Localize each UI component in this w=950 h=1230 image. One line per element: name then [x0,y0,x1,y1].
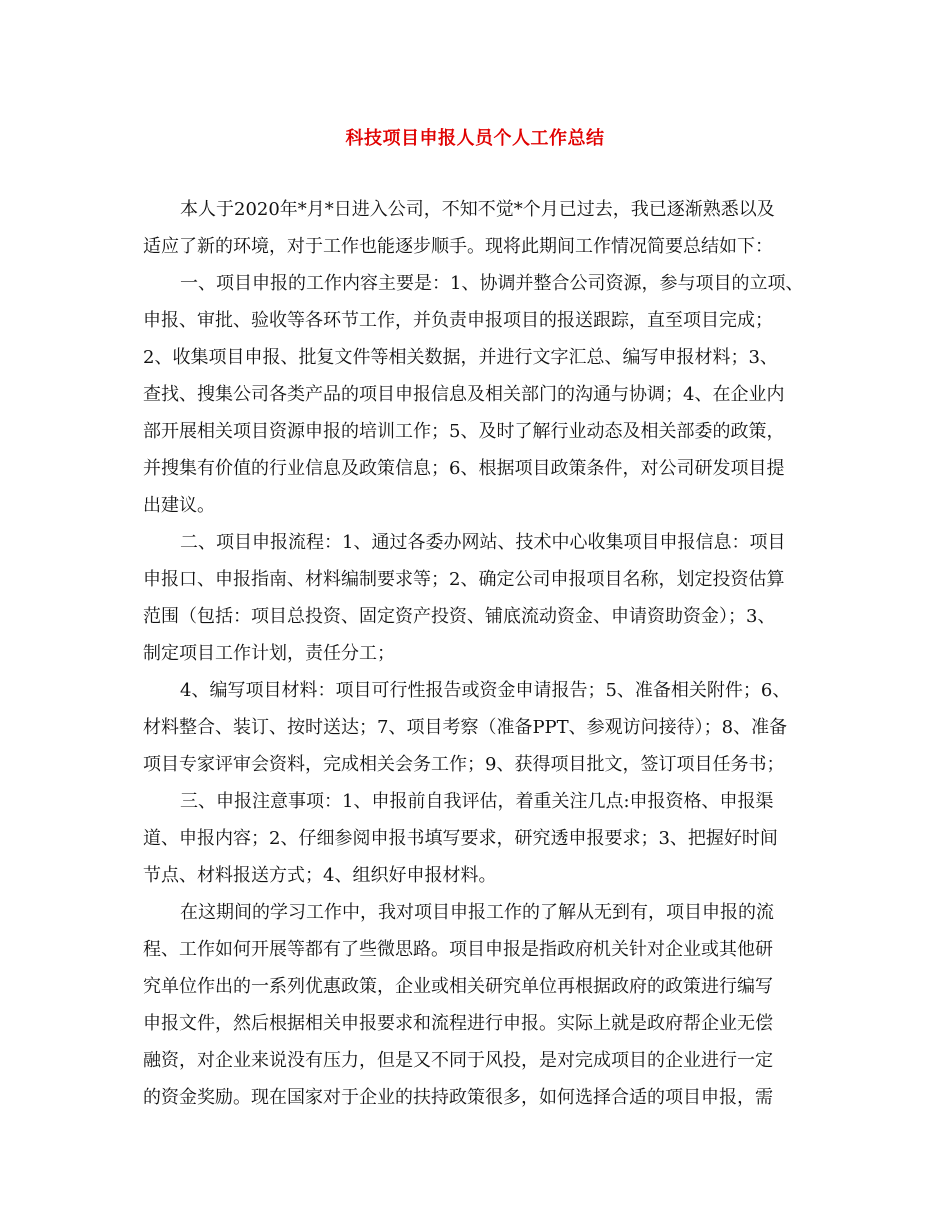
text-line: 申报、审批、验收等各环节工作，并负责申报项目的报送跟踪，直至项目完成； [143,310,773,331]
text-line: 在这期间的学习工作中，我对项目申报工作的了解从无到有，项目申报的流 [180,902,774,923]
text-line: 4、编写项目材料：项目可行性报告或资金申请报告；5、准备相关附件；6、 [180,680,791,701]
text-line: 二、项目申报流程：1、通过各委办网站、技术中心收集项目申报信息：项目 [180,532,786,553]
text-line: 项目专家评审会资料，完成相关会务工作；9、获得项目批文，签订项目任务书； [143,754,785,775]
document-body [143,194,808,1119]
text-line: 申报文件，然后根据相关申报要求和流程进行申报。实际上就是政府帮企业无偿 [143,1013,773,1034]
text-line: 程、工作如何开展等都有了些微思路。项目申报是指政府机关针对企业或其他研 [143,939,773,960]
text-line: 并搜集有价值的行业信息及政策信息；6、根据项目政策条件，对公司研发项目提 [143,458,785,479]
text-line: 范围（包括：项目总投资、固定资产投资、铺底流动资金、申请资助资金）；3、 [143,606,776,627]
text-line: 一、项目申报的工作内容主要是：1、协调并整合公司资源，参与项目的立项、 [180,273,804,294]
text-line: 2、收集项目申报、批复文件等相关数据，并进行文字汇总、编写申报材料；3、 [143,347,778,368]
text-line: 三、申报注意事项：1、申报前自我评估，着重关注几点:申报资格、申报渠 [180,791,774,812]
text-line: 出建议。 [143,495,215,516]
text-line: 适应了新的环境，对于工作也能逐步顺手。现将此期间工作情况简要总结如下： [143,236,773,257]
text-line: 的资金奖励。现在国家对于企业的扶持政策很多，如何选择合适的项目申报，需 [143,1087,773,1108]
text-line: 查找、搜集公司各类产品的项目申报信息及相关部门的沟通与协调；4、在企业内 [143,384,785,405]
text-line: 节点、材料报送方式；4、组织好申报材料。 [143,865,497,886]
text-line: 道、申报内容；2、仔细参阅申报书填写要求，研究透申报要求；3、把握好时间 [143,828,778,849]
text-line: 部开展相关项目资源申报的培训工作；5、及时了解行业动态及相关部委的政策， [143,421,785,442]
document-title: 科技项目申报人员个人工作总结 [345,128,605,149]
text-line: 申报口、申报指南、材料编制要求等；2、确定公司申报项目名称，划定投资估算 [143,569,785,590]
text-line: 材料整合、装订、按时送达；7、项目考察（准备PPT、参观访问接待）；8、准备 [143,717,788,738]
text-line: 融资，对企业来说没有压力，但是又不同于风投，是对完成项目的企业进行一定 [143,1050,773,1071]
text-line: 究单位作出的一系列优惠政策，企业或相关研究单位再根据政府的政策进行编写 [143,976,773,997]
text-line: 制定项目工作计划，责任分工； [143,643,395,664]
text-line: 本人于2020年*月*日进入公司，不知不觉*个月已过去，我已逐渐熟悉以及 [180,199,775,220]
